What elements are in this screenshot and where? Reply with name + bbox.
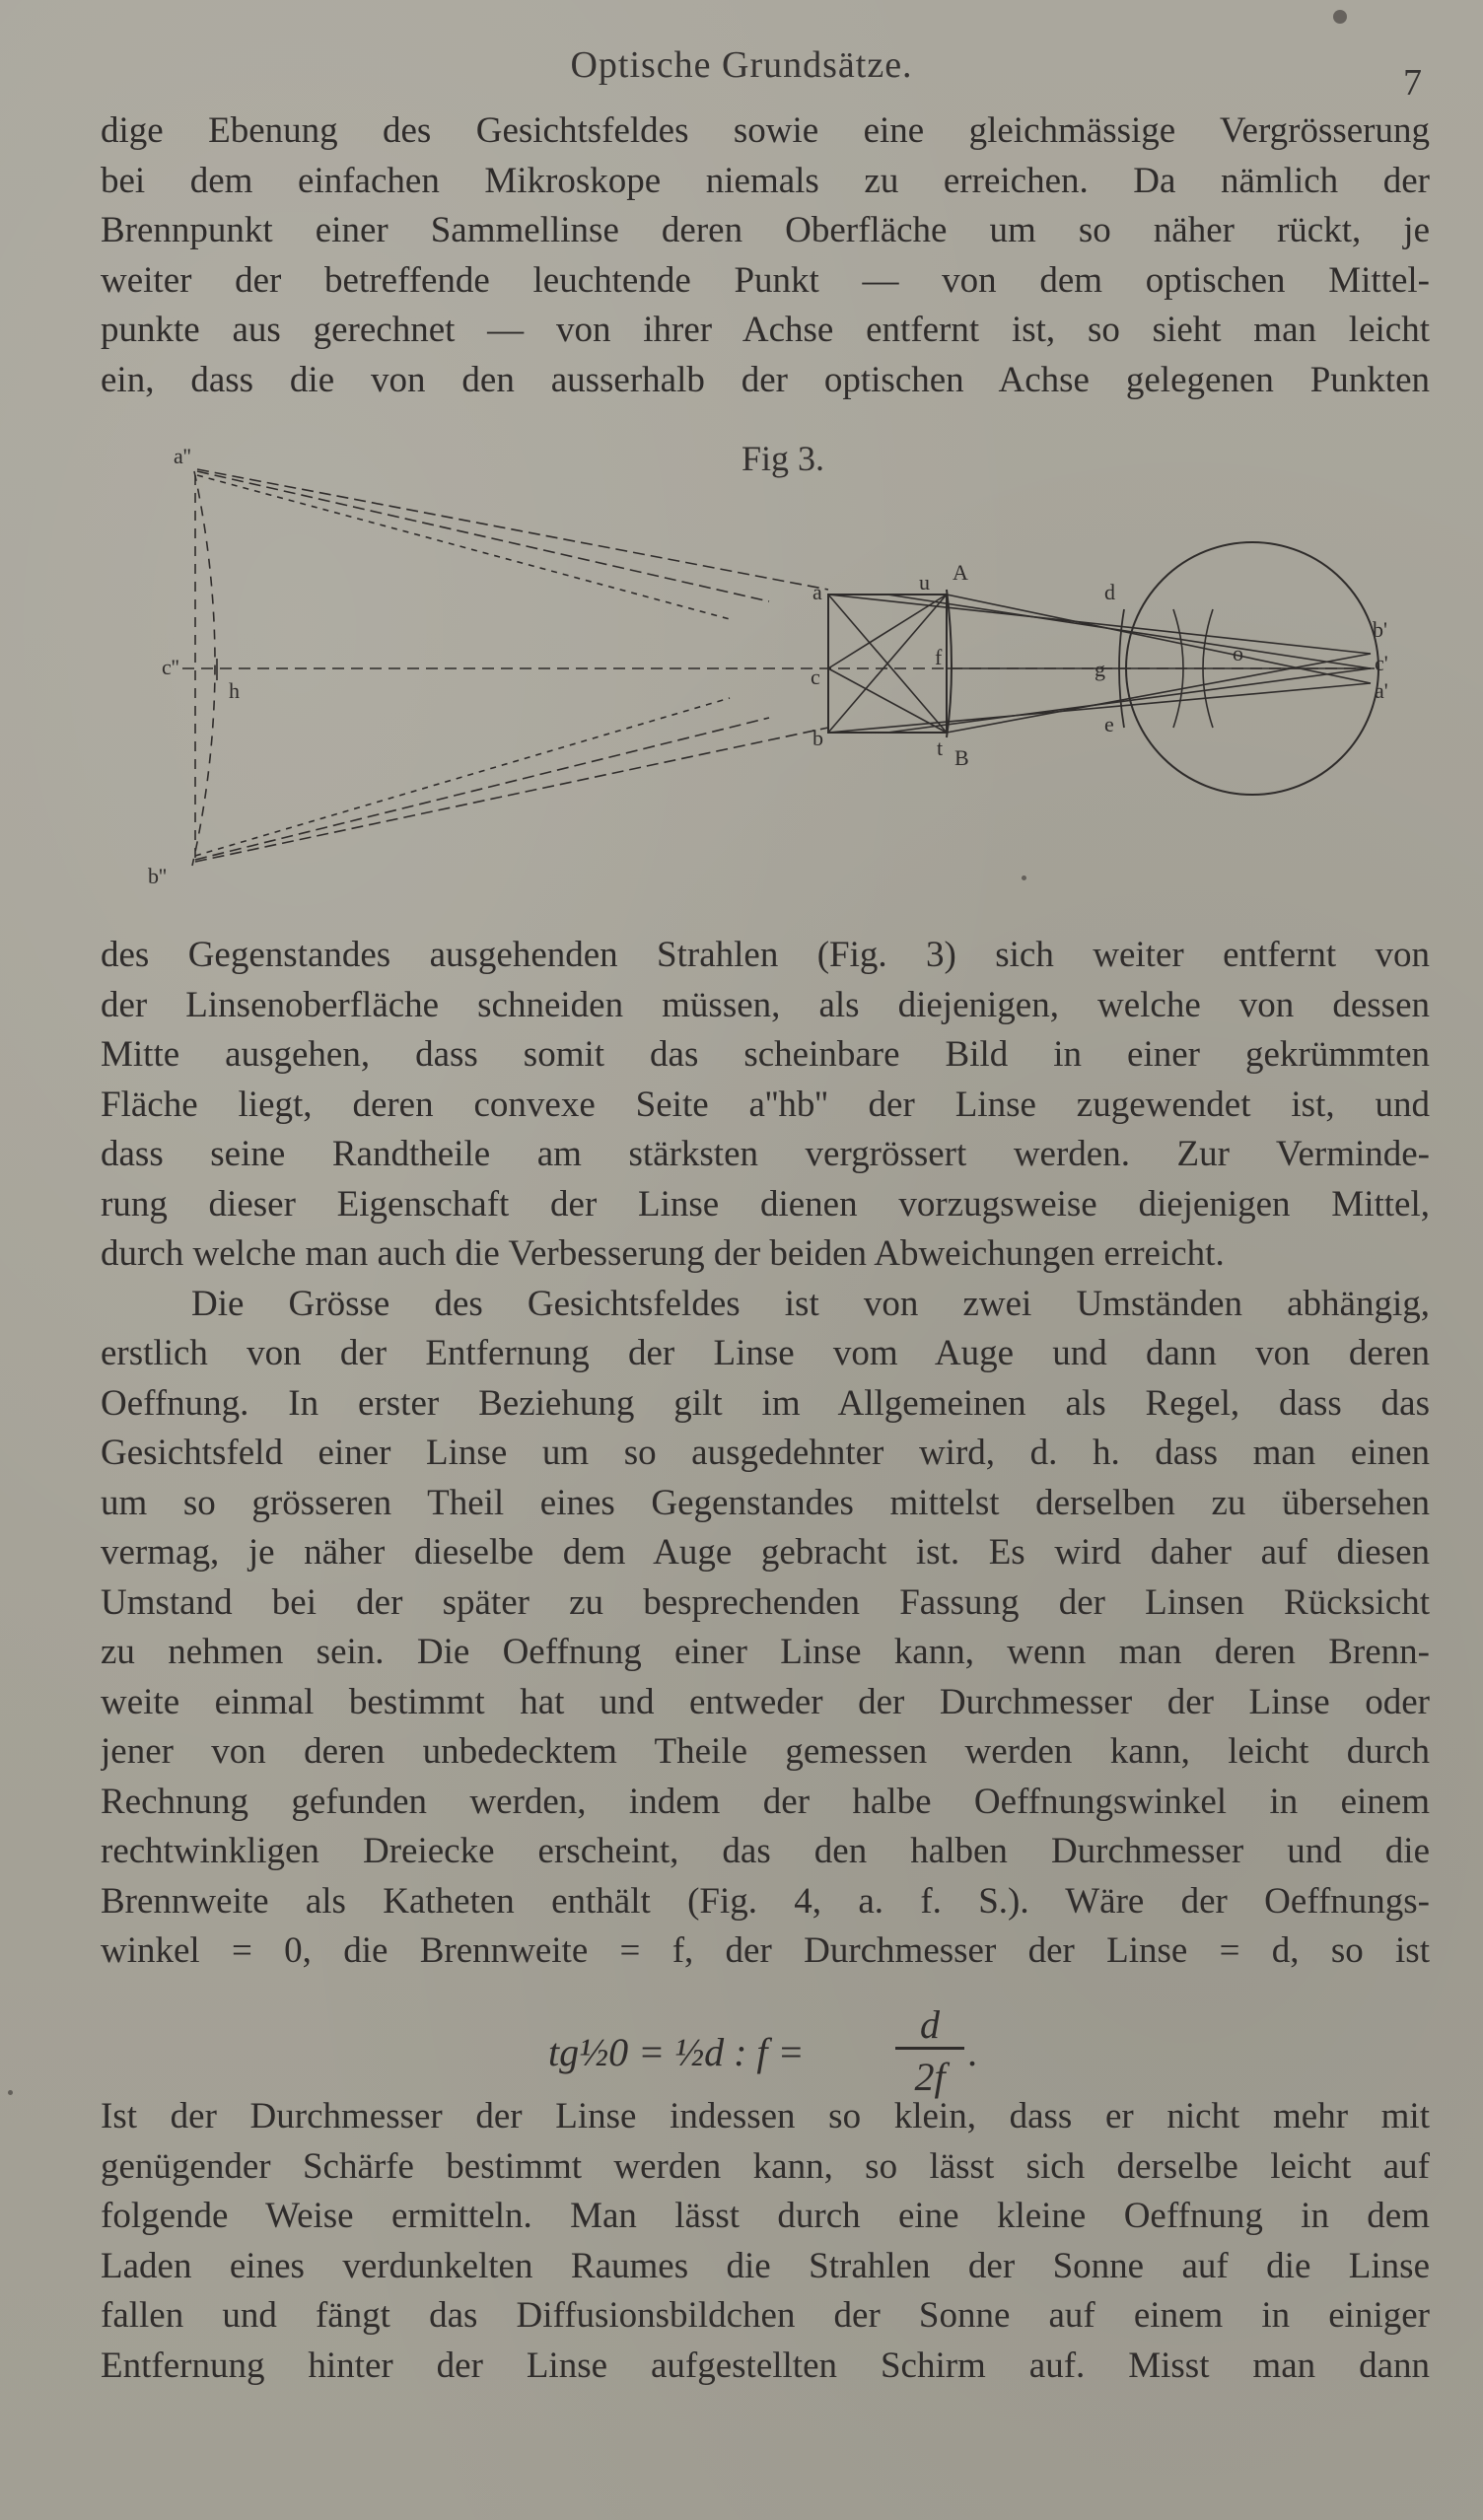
formula-fraction <box>895 2001 964 2097</box>
text-line: Die Grösse des Gesichtsfeldes ist von zwei Umständen abhängig, <box>191 1283 1430 1324</box>
text-line: erstlich von der Entfernung der Linse vom Auge und dann von deren <box>101 1333 1430 1373</box>
text-line: durch welche man auch die Verbesserung der beiden Abweichungen erreicht. <box>101 1233 1225 1274</box>
text-line: des Gegenstandes ausgehenden Strahlen (Fig. 3) sich weiter entfernt von <box>101 935 1430 975</box>
label-B: B <box>954 745 969 770</box>
label-a2: a'' <box>174 444 191 468</box>
text-line: Gesichtsfeld einer Linse um so ausgedehnter wird, d. h. dass man einen <box>101 1433 1430 1473</box>
ray <box>828 595 1371 654</box>
ray <box>828 683 1371 733</box>
text-line: Entfernung hinter der Linse aufgestellten Schirm auf. Misst man dann <box>101 2345 1430 2386</box>
text-line: rechtwinkligen Dreiecke erscheint, das den halben Durchmesser und die <box>101 1831 1430 1871</box>
label-b: b <box>812 726 823 750</box>
ray <box>947 654 1371 733</box>
text-line: Laden eines verdunkelten Raumes die Strahlen der Sonne auf die Linse <box>101 2245 1430 2286</box>
ray <box>887 668 1371 733</box>
label-o: o <box>1233 641 1243 665</box>
label-e: e <box>1104 712 1114 736</box>
text-line: Umstand bei der später zu besprechenden Fassung der Linsen Rücksicht <box>101 1581 1430 1623</box>
label-u: u <box>919 570 930 595</box>
text-line: dass seine Randtheile am stärksten vergrössert werden. Zur Verminde- <box>101 1134 1430 1174</box>
fraction-bar <box>895 2047 964 2050</box>
label-a1: a' <box>1375 678 1388 703</box>
text-line: bei dem einfachen Mikroskope niemals zu erreichen. Da nämlich der <box>101 160 1430 201</box>
text-line: Mitte ausgehen, dass somit das scheinbare Bild in einer gekrümmten <box>101 1034 1430 1075</box>
paragraph-bottom <box>101 2092 1430 2391</box>
label-c2: c'' <box>162 655 179 679</box>
text-line: ein, dass die von den ausserhalb der optischen Achse gelegenen Punkten <box>101 359 1430 400</box>
formula-lhs: tg½0 = ½d : f = <box>548 2030 805 2074</box>
text-line: zu nehmen sein. Die Oeffnung einer Linse kann, wenn man deren Brenn- <box>101 1632 1430 1672</box>
text-line: folgende Weise ermitteln. Man lässt durch eine kleine Oeffnung in dem <box>101 2196 1430 2236</box>
ray <box>947 595 1371 683</box>
formula-denominator: 2f <box>914 2055 946 2099</box>
text-line: Oeffnung. In erster Beziehung gilt im Allgemeinen als Regel, dass das <box>101 1382 1430 1424</box>
ray <box>195 718 769 860</box>
text-line: Ist der Durchmesser der Linse indessen so klein, dass er nicht mehr mit <box>101 2096 1430 2136</box>
label-h: h <box>229 678 240 703</box>
label-g: g <box>1095 657 1105 681</box>
ray <box>195 698 730 856</box>
text-line: weite einmal bestimmt hat und entweder der Durchmesser der Linse oder <box>101 1681 1430 1722</box>
text-line: genügender Schärfe bestimmt werden kann, so lässt sich derselbe leicht auf <box>101 2145 1430 2187</box>
formula <box>548 2001 982 2099</box>
label-b1: b' <box>1373 617 1387 642</box>
label-c: c <box>811 665 820 689</box>
ray <box>197 469 828 590</box>
text-line: vermag, je näher dieselbe dem Auge gebracht ist. Es wird daher auf diesen <box>101 1532 1430 1573</box>
label-t: t <box>937 735 944 760</box>
text-line: punkte aus gerechnet — von ihrer Achse entfernt ist, so sieht man leicht <box>101 310 1430 350</box>
label-d: d <box>1104 580 1115 604</box>
figure-3-diagram <box>138 432 1400 905</box>
text-line: jener von deren unbedecktem Theile gemessen werden kann, leicht durch <box>101 1731 1430 1772</box>
ray <box>197 475 730 619</box>
text-line: rung dieser Eigenschaft der Linse dienen vorzugsweise diejenigen Mittel, <box>101 1183 1430 1225</box>
text-line: weiter der betreffende leuchtende Punkt — von dem optischen Mittel- <box>101 259 1430 301</box>
running-title: Optische Grundsätze. <box>570 44 913 86</box>
text-line: winkel = 0, die Brennweite = f, der Durchmesser der Linse = d, so ist <box>101 1930 1430 1971</box>
text-line: um so grösseren Theil eines Gegenstandes mittelst derselben zu übersehen <box>101 1482 1430 1523</box>
text-line: der Linsenoberfläche schneiden müssen, als diejenigen, welche von dessen <box>101 984 1430 1025</box>
label-c1: c' <box>1375 651 1388 675</box>
paragraph-top <box>101 106 1430 405</box>
label-A: A <box>953 560 968 585</box>
ray <box>195 728 828 862</box>
paragraph-mid <box>101 931 1430 1977</box>
ink-speck <box>1333 10 1347 24</box>
text-line: fallen und fängt das Diffusionsbildchen der Sonne auf einem in einiger <box>101 2295 1430 2336</box>
formula-numerator: d <box>920 2002 940 2047</box>
text-line: dige Ebenung des Gesichtsfeldes sowie eine gleichmässige Vergrösserung <box>101 110 1430 151</box>
label-f: f <box>935 645 943 669</box>
formula-trail: . <box>968 2030 978 2074</box>
text-line: Brennweite als Katheten enthält (Fig. 4, a. f. S.). Wäre der Oeffnungs- <box>101 1880 1430 1922</box>
ray <box>887 595 1371 668</box>
figure-caption: Fig 3. <box>742 439 825 478</box>
text-line: Brennpunkt einer Sammellinse deren Oberfläche um so näher rückt, je <box>101 210 1430 250</box>
ink-speck <box>8 2090 13 2095</box>
text-line: Rechnung gefunden werden, indem der halbe Oeffnungswinkel in einem <box>101 1781 1430 1822</box>
label-b2: b'' <box>148 864 167 888</box>
label-a: a <box>812 580 822 604</box>
ray <box>197 471 769 601</box>
text-line: Fläche liegt, deren convexe Seite a''hb'' der Linse zugewendet ist, und <box>101 1084 1430 1125</box>
page-number: 7 <box>1403 62 1422 104</box>
